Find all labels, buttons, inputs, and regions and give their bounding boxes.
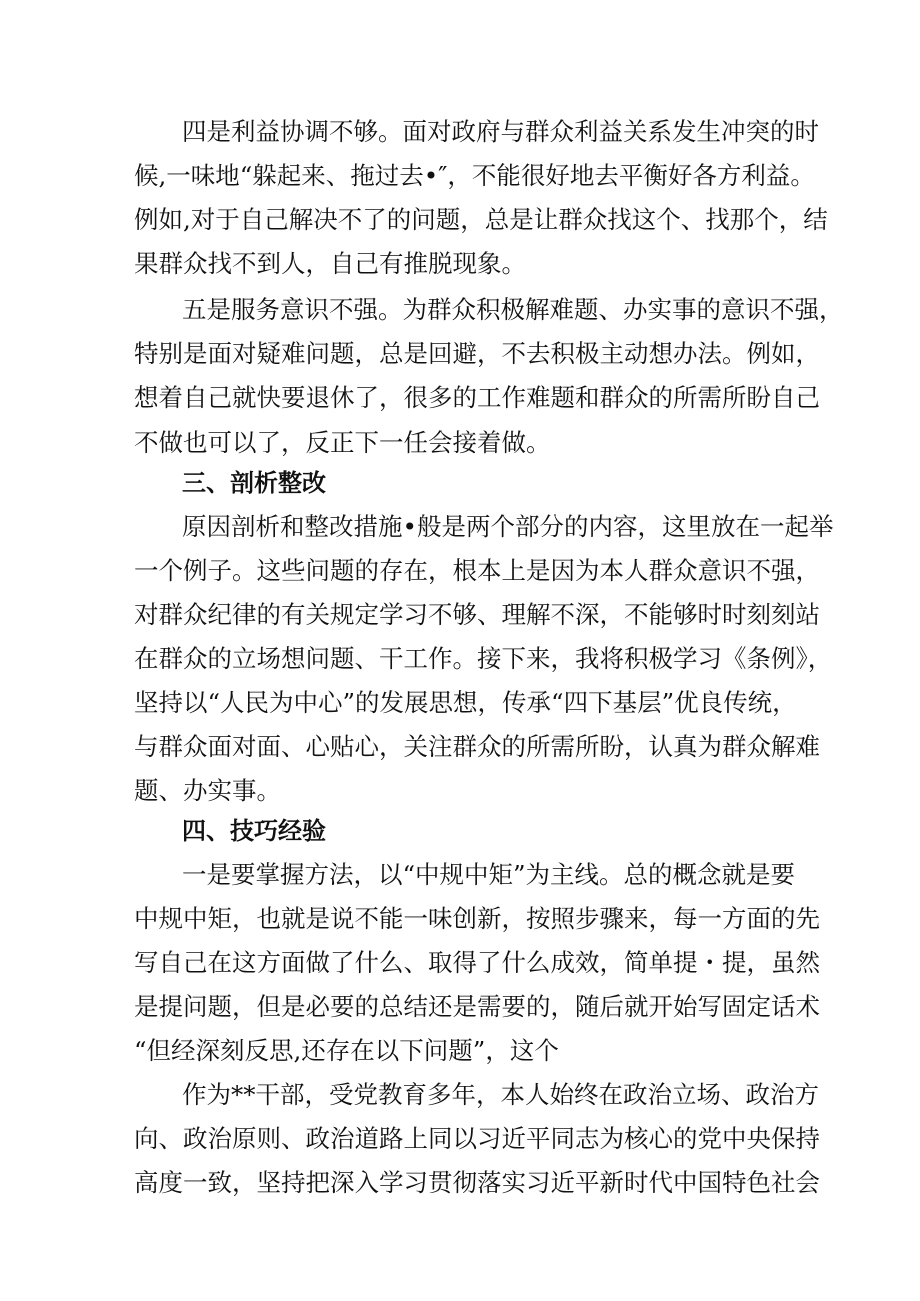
paragraph-line: “但经深刻反思,还存在以下问题”，这个	[134, 1036, 559, 1065]
section-heading: 三、剖析整改	[182, 469, 326, 497]
paragraph-line: 坚持以“人民为中心”的发展思想，传承“四下基层”优良传统，	[134, 688, 797, 717]
paragraph-line: 题、办实事。	[134, 776, 281, 805]
paragraph-line: 候,一味地“躲起来、拖过去•″，不能很好地去平衡好各方利益。	[134, 161, 815, 190]
paragraph-line: 是提问题，但是必要的总结还是需要的，随后就开始写固定话术	[134, 992, 820, 1021]
paragraph-line: 不做也可以了，反正下一任会接着做。	[134, 428, 551, 457]
paragraph-line: 在群众的立场想问题、干工作。接下来，我将积极学习《条例》，	[134, 644, 833, 673]
paragraph-line: 想着自己就快要退休了，很多的工作难题和群众的所需所盼自己	[134, 383, 820, 412]
paragraph-line: 一是要掌握方法，以“中规中矩”为主线。总的概念就是要	[182, 860, 796, 889]
paragraph-line: 写自己在这方面做了什么、取得了什么成效，简单提・提，虽然	[134, 948, 820, 977]
paragraph-line: 例如,对于自己解决不了的问题，总是让群众找这个、找那个，结	[134, 205, 828, 234]
paragraph-line: 中规中矩，也就是说不能一味创新，按照步骤来，每一方面的先	[134, 904, 820, 933]
paragraph-line: 向、政治原则、政治道路上同以习近平同志为核心的党中央保持	[134, 1124, 820, 1153]
paragraph-line: 特别是面对疑难问题，总是回避，不去积极主动想办法。例如，	[134, 339, 820, 368]
paragraph-line: 一个例子。这些问题的存在，根本上是因为本人群众意识不强，	[134, 556, 820, 585]
paragraph-line: 五是服务意识不强。为群众积极解难题、办实事的意识不强，	[182, 295, 844, 324]
paragraph-line: 作为**干部，受党教育多年，本人始终在政治立场、政治方	[182, 1080, 819, 1109]
paragraph-line: 果群众找不到人，自己有推脱现象。	[134, 249, 526, 278]
paragraph-line: 对群众纪律的有关规定学习不够、理解不深，不能够时时刻刻站	[134, 600, 820, 629]
paragraph-line: 高度一致，坚持把深入学习贯彻落实习近平新时代中国特色社会	[134, 1168, 820, 1197]
section-heading: 四、技巧经验	[182, 817, 326, 845]
paragraph-line: 原因剖析和整改措施•般是两个部分的内容，这里放在一起举	[182, 512, 834, 541]
paragraph-line: 四是利益协调不够。面对政府与群众利益关系发生冲突的时	[182, 117, 819, 146]
paragraph-line: 与群众面对面、心贴心，关注群众的所需所盼，认真为群众解难	[134, 732, 820, 761]
